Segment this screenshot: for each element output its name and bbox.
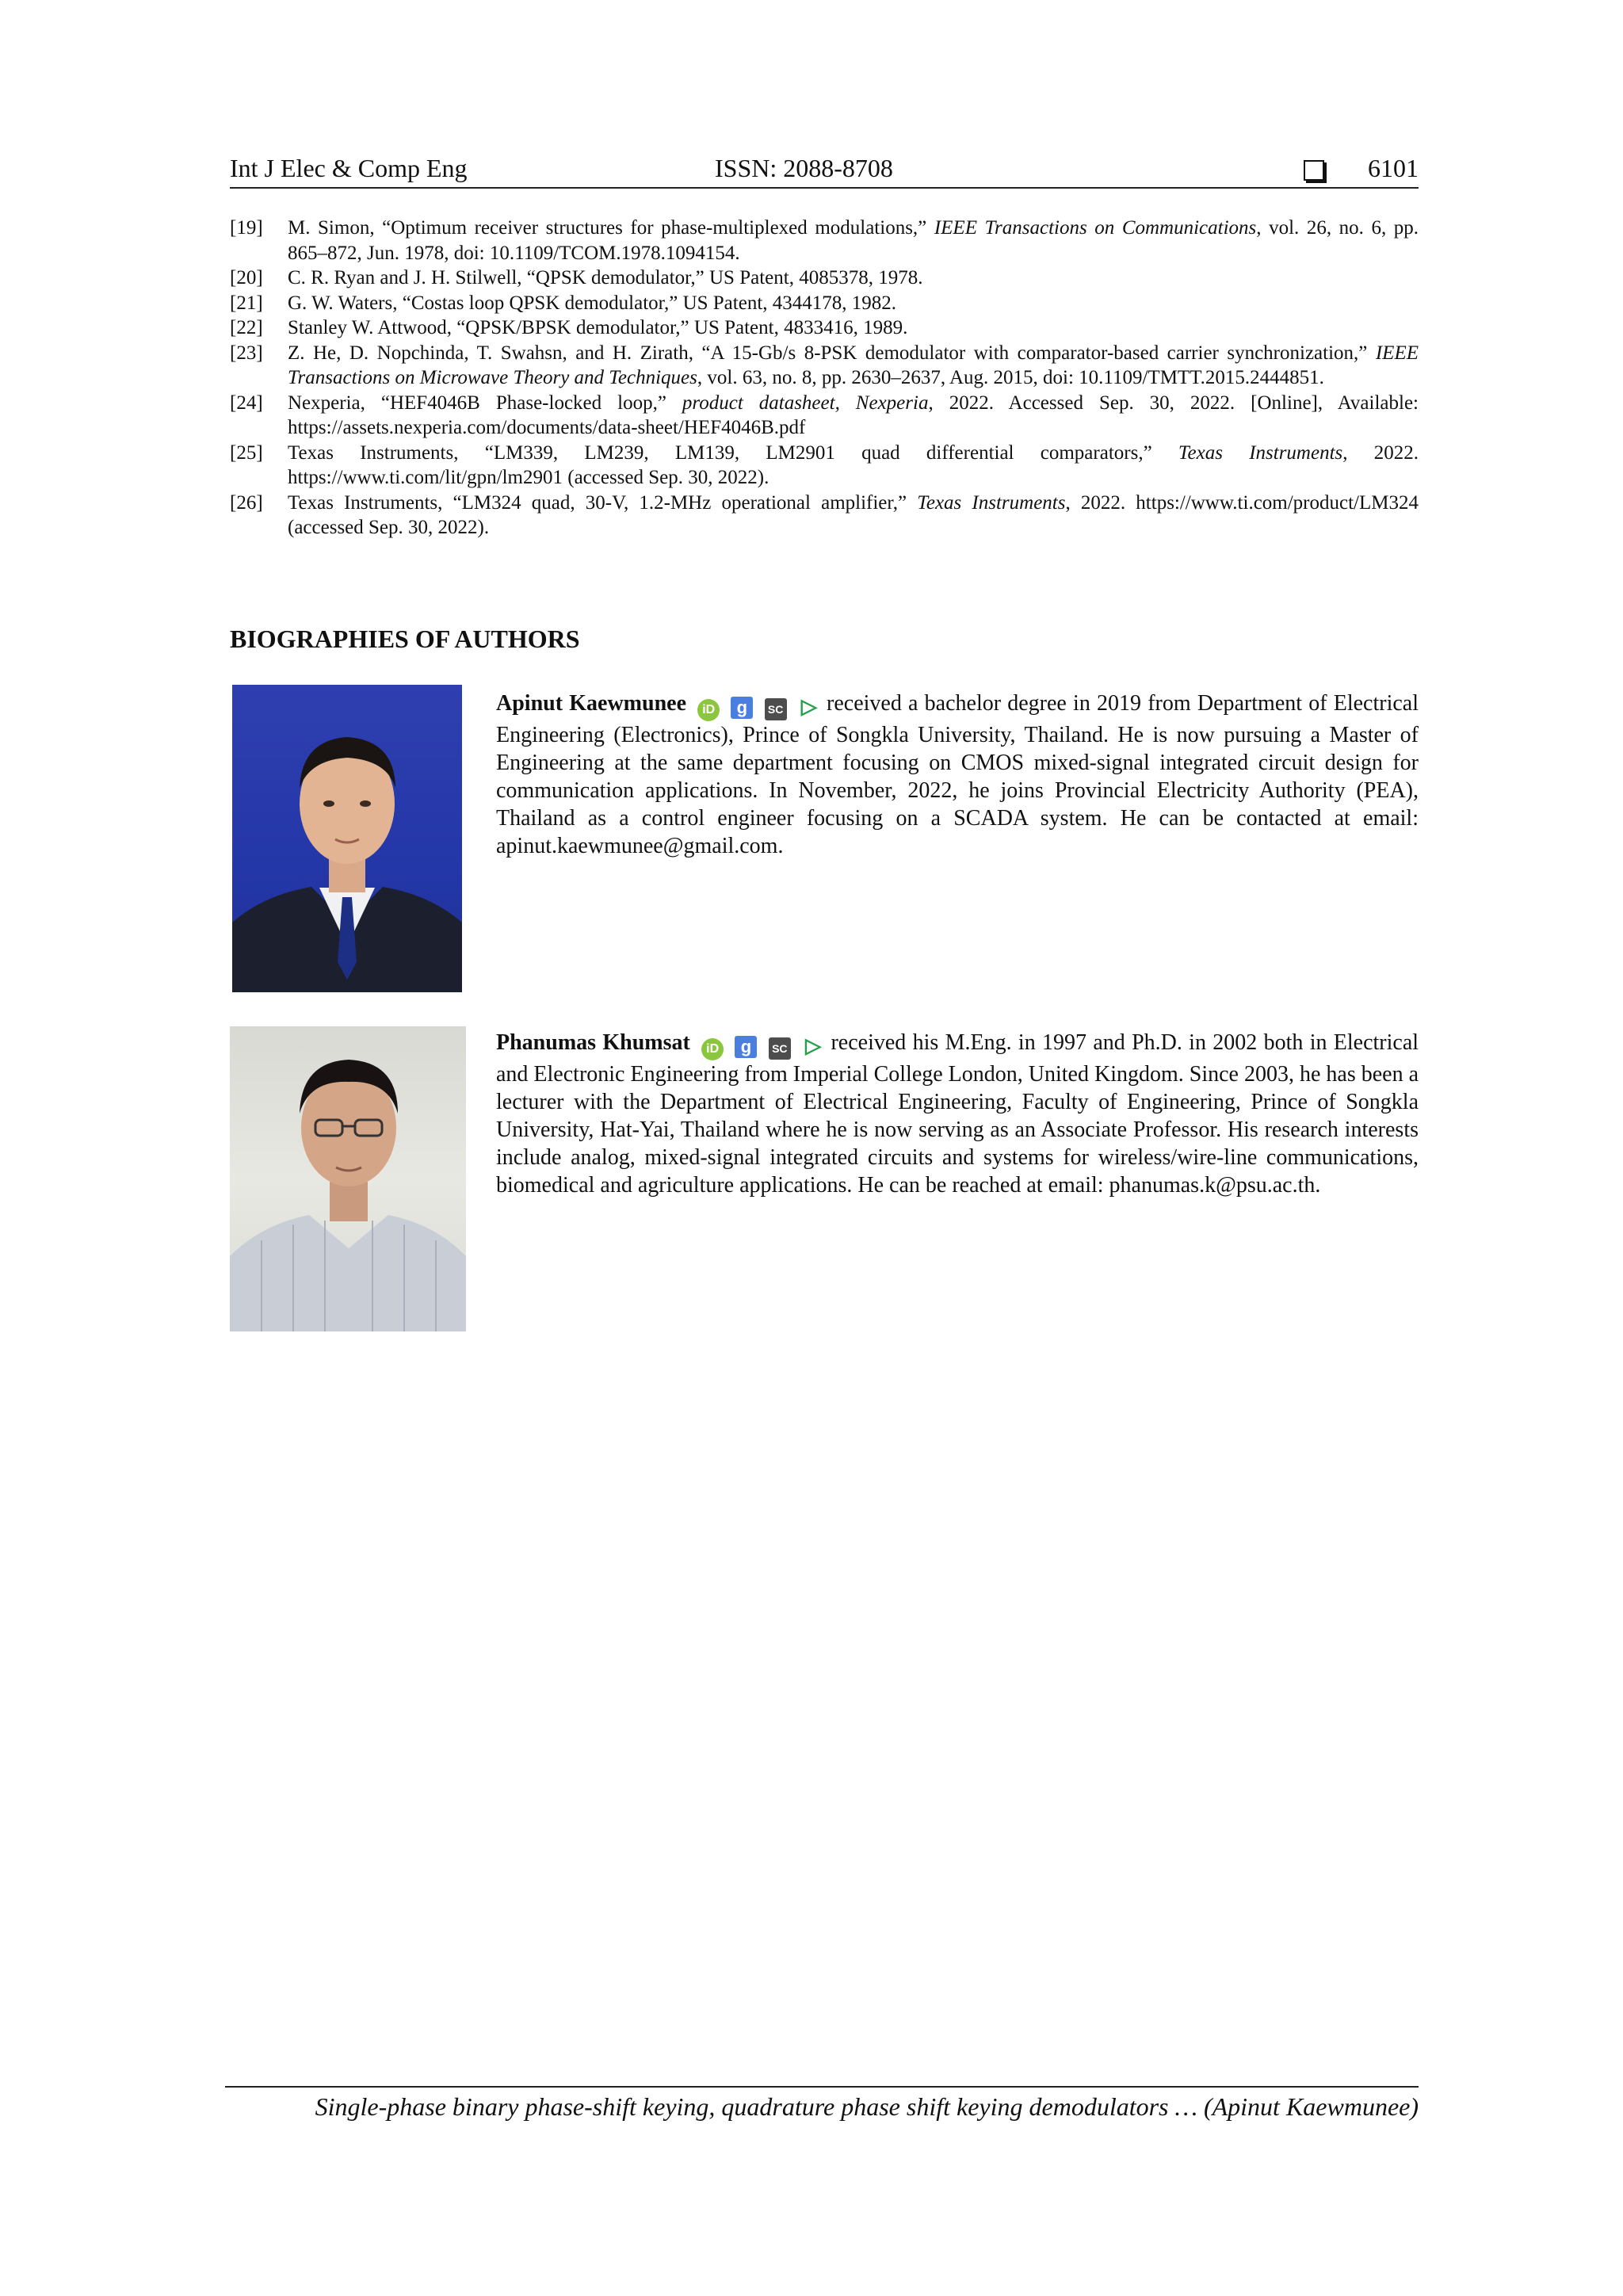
running-footer: Single-phase binary phase-shift keying, quadrature phase shift keying demodulators … (Apinut Kaewmunee) <box>225 2086 1419 2122</box>
reference-item <box>230 315 1419 341</box>
author-photo <box>232 685 462 992</box>
author-portrait-image <box>232 685 462 992</box>
journal-name: Int J Elec & Comp Eng <box>230 154 468 182</box>
reference-number: [24] <box>230 392 263 414</box>
orcid-icon[interactable]: iD <box>701 1038 724 1060</box>
page-number: 6101 <box>1368 154 1419 182</box>
reference-text: Texas Instruments, “LM339, LM239, LM139, LM2901 quad differential comparators,” Texas Instruments, 2022. https://www.ti.com/lit/gpn/lm2901 (accessed Sep. 30, 2022). <box>288 441 1419 488</box>
author-bio-text: received a bachelor degree in 2019 from Department of Electrical Engineering (Electronics), Prince of Songkla University, Thailand. He is now pursuing a Master of Engineering at the same department focusing on CMOS mixed-signal integrated circuit design for communication applications. In November, 2022, he joins Provincial Electricity Authority (PEA), Thailand as a control engineer focusing on a SCADA system. He can be contacted at email: apinut.kaewmunee@gmail.com. <box>496 691 1419 858</box>
reference-number: [26] <box>230 491 263 514</box>
reference-text: G. W. Waters, “Costas loop QPSK demodulator,” US Patent, 4344178, 1982. <box>288 292 897 314</box>
reference-item <box>230 491 1419 541</box>
reference-text: M. Simon, “Optimum receiver structures for phase-multiplexed modulations,” IEEE Transactions on Communications, vol. 26, no. 6, pp. 865–872, Jun. 1978, doi: 10.1109/TCOM.1978.1094154. <box>288 217 1419 264</box>
author-portrait-image <box>230 1026 466 1331</box>
scopus-icon[interactable]: SC <box>769 1037 791 1060</box>
reference-item <box>230 291 1419 316</box>
author-photo <box>230 1026 466 1331</box>
reference-list <box>230 216 1419 541</box>
reference-item <box>230 266 1419 291</box>
orcid-icon[interactable]: iD <box>697 699 720 721</box>
reference-item <box>230 341 1419 391</box>
reference-text: C. R. Ryan and J. H. Stilwell, “QPSK demodulator,” US Patent, 4085378, 1978. <box>288 267 923 288</box>
reference-text: Texas Instruments, “LM324 quad, 30-V, 1.2-MHz operational amplifier,” Texas Instruments, 2022. https://www.ti.com/product/LM324 (accessed Sep. 30, 2022). <box>288 491 1419 538</box>
author-bio <box>496 690 1419 860</box>
reference-item <box>230 216 1419 266</box>
scopus-icon[interactable]: SC <box>765 698 787 720</box>
reference-item <box>230 391 1419 441</box>
reference-text: Stanley W. Attwood, “QPSK/BPSK demodulator,” US Patent, 4833416, 1989. <box>288 317 908 338</box>
reference-number: [21] <box>230 292 263 314</box>
reference-number: [25] <box>230 441 263 464</box>
running-header <box>230 152 1419 189</box>
section-heading: BIOGRAPHIES OF AUTHORS <box>230 625 580 653</box>
reference-number: [20] <box>230 267 263 288</box>
issn-label: ISSN: 2088-8708 <box>715 154 893 182</box>
reference-item <box>230 441 1419 491</box>
author-bio-text: received his M.Eng. in 1997 and Ph.D. in 2002 both in Electrical and Electronic Engineering from Imperial College London, United Kingdom. Since 2003, he has been a lecturer with the Department of Electrical Engineering, Faculty of Engineering, Prince of Songkla University, Hat-Yai, Thailand where he is now serving as an Associate Professor. His research interests include analog, mixed-signal integrated circuits and systems for wireless/wire-line communications, biomedical and agriculture applications. He can be reached at email: phanumas.k@psu.ac.th. <box>496 1030 1419 1198</box>
reference-text: Nexperia, “HEF4046B Phase-locked loop,” product datasheet, Nexperia, 2022. Accessed Sep. 30, 2022. [Online], Available: https://assets.nexperia.com/documents/data-sheet/HEF4046B.pdf <box>288 392 1419 438</box>
author-name: Apinut Kaewmunee <box>496 691 686 716</box>
google-scholar-icon[interactable]: g <box>731 697 753 719</box>
reference-number: [23] <box>230 342 263 364</box>
author-name: Phanumas Khumsat <box>496 1030 690 1055</box>
reference-number: [19] <box>230 217 263 239</box>
author-bio <box>496 1029 1419 1199</box>
publons-icon[interactable]: ▷ <box>800 694 817 718</box>
google-scholar-icon[interactable]: g <box>735 1036 757 1058</box>
reference-number: [22] <box>230 317 263 338</box>
reference-text: Z. He, D. Nopchinda, T. Swahsn, and H. Zirath, “A 15-Gb/s 8-PSK demodulator with comparator-based carrier synchronization,” IEEE Transactions on Microwave Theory and Techniques, vol. 63, no. 8, pp. 2630–2637, Aug. 2015, doi: 10.1109/TMTT.2015.2444851. <box>288 342 1419 388</box>
publons-icon[interactable]: ▷ <box>805 1033 822 1057</box>
square-bullet-icon <box>1304 160 1324 181</box>
